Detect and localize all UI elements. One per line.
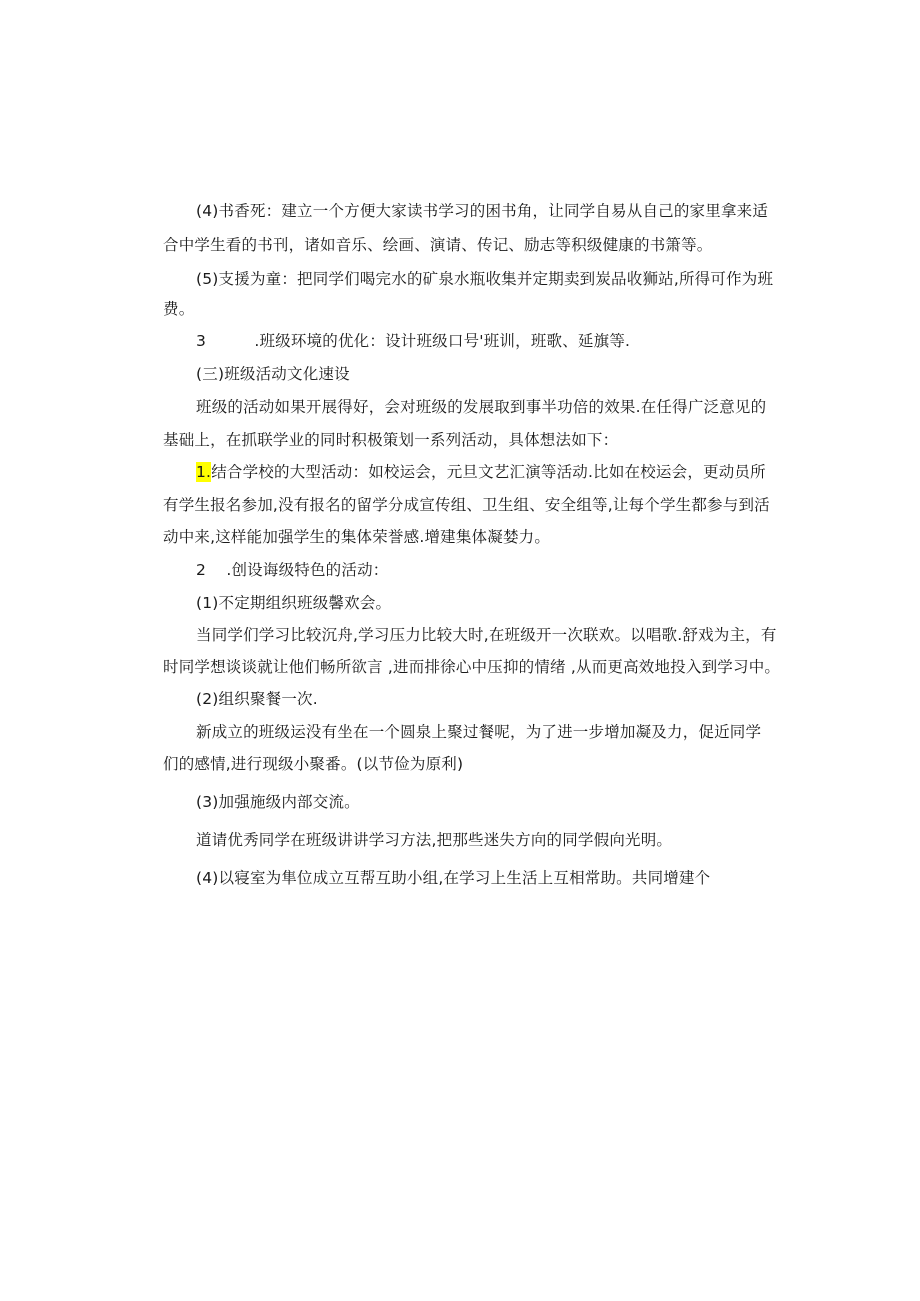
sub-1-title: (1)不定期组织班级馨欢会。 xyxy=(196,594,392,612)
intro-line-1: 班级的活动如果开展得好，会对班级的发展取到事半功倍的效果.在任得广泛意见的 xyxy=(196,398,767,416)
item-1-line-2: 有学生报名参加,没有报名的留学分成宣传组、卫生组、安全组等,让每个学生都参与到活 xyxy=(163,496,770,514)
item-2 xyxy=(196,560,388,580)
para-4-line-1: (4)书香死：建立一个方便大家读书学习的困书角，让同学自易从自己的家里拿来适 xyxy=(196,202,769,220)
item-1-line-3: 动中来,这样能加强学生的集体荣誉感.增建集体凝婪力。 xyxy=(163,528,551,546)
item-2-text: .创设诲级特色的活动： xyxy=(226,561,389,579)
sub-2-title: (2)组织聚餐一次. xyxy=(196,690,318,708)
item-3 xyxy=(196,331,630,351)
para-4-line-2: 合中学生看的书刊，诸如音乐、绘画、演请、传记、励志等积级健康的书箫等。 xyxy=(163,236,713,254)
intro-line-2: 基础上，在抓联学业的同时积极策划一系列活动，具体想法如下： xyxy=(163,431,619,449)
item-1-text: 结合学校的大型活动：如校运会，元旦文艺汇演等活动.比如在校运会，更动员所 xyxy=(211,463,766,481)
sub-1-line-2: 时同学想谈谈就让他们畅所欲言 ,进而排徐心中压抑的情绪 ,从而更高效地投入到学习中。 xyxy=(163,658,781,676)
item-1-number-highlight: 1. xyxy=(196,463,212,481)
sub-1-line-1: 当同学们学习比较沉舟,学习压力比较大时,在班级开一次联欢。以唱歌.舒戏为主，有 xyxy=(196,626,777,644)
item-3-number: 3 xyxy=(196,332,207,350)
item-1-line-1 xyxy=(196,462,766,482)
section-3-title: (三)班级活动文化速设 xyxy=(196,365,350,383)
para-5-line-2: 费。 xyxy=(163,300,195,318)
item-2-number: 2 xyxy=(196,561,207,579)
item-3-text: .班级环境的优化：设计班级口号'班训，班歌、延旗等. xyxy=(254,332,631,350)
sub-2-line-2: 们的感情,进行现级小聚番。(以节俭为原利) xyxy=(163,755,464,773)
para-5-line-1: (5)支援为童：把同学们喝完水的矿泉水瓶收集并定期卖到炭品收狮站,所得可作为班 xyxy=(196,270,774,288)
sub-2-line-1: 新成立的班级运没有坐在一个圆泉上聚过餐呢，为了进一步增加凝及力，促近同学 xyxy=(196,723,762,741)
sub-3-line-1: 道请优秀同学在班级讲讲学习方法,把那些迷失方向的同学假向光明。 xyxy=(196,831,673,849)
sub-3-title: (3)加强施级内部交流。 xyxy=(196,793,360,811)
sub-4-line-1: (4)以寝室为隼位成立互帮互助小组,在学习上生活上互相常助。共同增建个 xyxy=(196,869,711,887)
